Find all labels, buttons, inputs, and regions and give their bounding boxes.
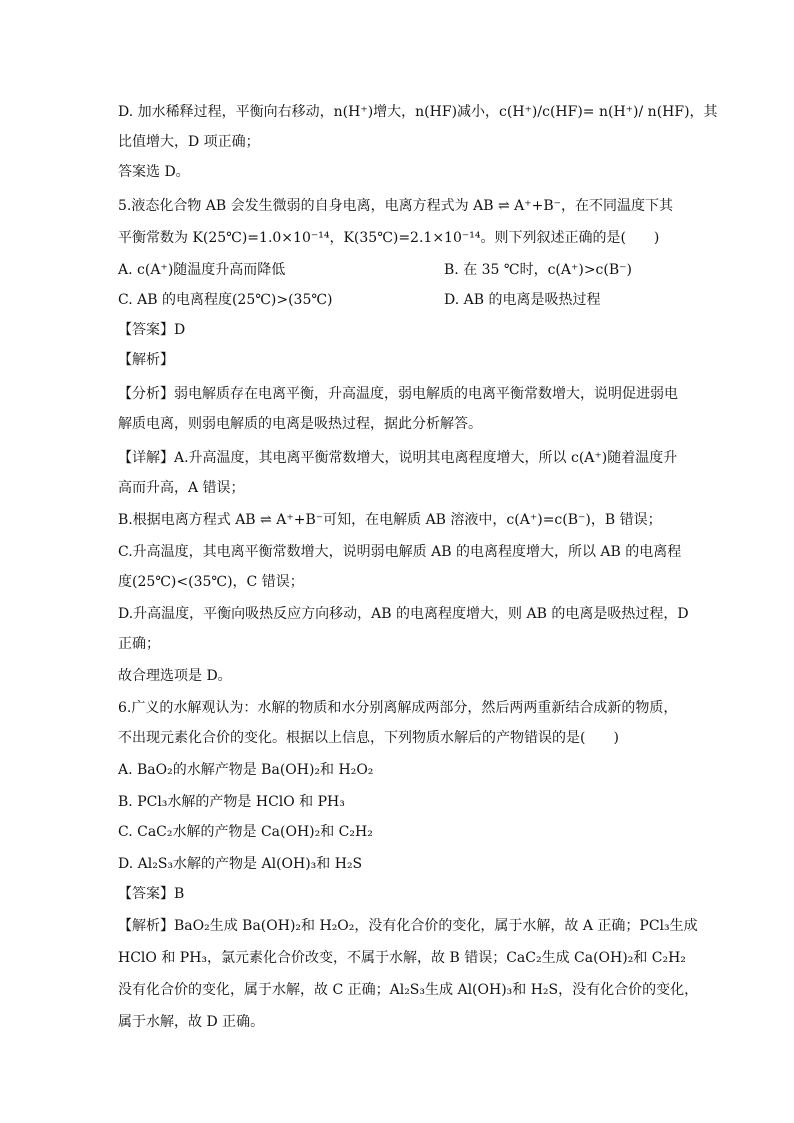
text-line: 正确； [118, 636, 160, 652]
text-line: 【分析】弱电解质存在电离平衡，升高温度，弱电解质的电离平衡常数增大，说明促进弱电 [118, 386, 678, 402]
text-line: 没有化合价的变化，属于水解，故 C 正确；Al₂S₃生成 Al(OH)₃和 H₂S，没有化合价的变化， [118, 982, 699, 998]
text-line: 比值增大，D 项正确； [118, 134, 260, 150]
question-6-stem: 6.广义的水解观认为：水解的物质和水分别离解成两部分，然后两两重新结合成新的物质， [118, 700, 678, 716]
text-line: 答案选 D。 [118, 164, 190, 180]
text-line: B.根据电离方程式 AB ⇌ A⁺+B⁻可知，在电解质 AB 溶液中，c(A⁺)=c(B⁻)，B 错误； [118, 512, 662, 528]
text-line: 高而升高，A 错误； [118, 480, 245, 496]
text-line: 度(25℃)<(35℃)，C 错误； [118, 574, 304, 590]
answer-label: 【答案】D [118, 322, 186, 338]
option-a: A. c(A⁺)随温度升高而降低 [118, 262, 286, 278]
option-c: C. AB 的电离程度(25℃)>(35℃) [118, 292, 333, 308]
question-5-stem: 5.液态化合物 AB 会发生微弱的自身电离，电离方程式为 AB ⇌ A⁺+B⁻，在不同温度下其 [118, 198, 674, 214]
text-line: 故合理选项是 D。 [118, 668, 232, 684]
text-line: 【解析】BaO₂生成 Ba(OH)₂和 H₂O₂，没有化合价的变化，属于水解，故 A 正确；PCl₃生成 [118, 918, 698, 934]
option-b: B. PCl₃水解的产物是 HClO 和 PH₃ [118, 794, 345, 810]
analysis-label: 【解析】 [118, 352, 174, 368]
text-line: 属于水解，故 D 正确。 [118, 1014, 265, 1030]
option-c: C. CaC₂水解的产物是 Ca(OH)₂和 C₂H₂ [118, 824, 373, 840]
option-d: D. Al₂S₃水解的产物是 Al(OH)₃和 H₂S [118, 856, 363, 872]
option-a: A. BaO₂的水解产物是 Ba(OH)₂和 H₂O₂ [118, 762, 374, 778]
answer-label: 【答案】B [118, 886, 185, 902]
option-d: D. AB 的电离是吸热过程 [444, 292, 601, 308]
option-b: B. 在 35 ℃时，c(A⁺)>c(B⁻) [444, 262, 633, 278]
text-line: HClO 和 PH₃，氯元素化合价改变，不属于水解，故 B 错误；CaC₂生成 Ca(OH)₂和 C₂H₂ [118, 950, 686, 966]
text-line: D. 加水稀释过程，平衡向右移动，n(H⁺)增大，n(HF)减小，c(H⁺)/c(HF)= n(H⁺)/ n(HF)，其 [118, 104, 718, 120]
text-line: 【详解】A.升高温度，其电离平衡常数增大，说明其电离程度增大，所以 c(A⁺)随着温度升 [118, 450, 678, 466]
text-line: D.升高温度，平衡向吸热反应方向移动，AB 的电离程度增大，则 AB 的电离是吸热过程，D [118, 606, 689, 622]
text-line: C.升高温度，其电离平衡常数增大，说明弱电解质 AB 的电离程度增大，所以 AB 的电离程 [118, 544, 682, 560]
question-6-stem: 不出现元素化合价的变化。根据以上信息，下列物质水解后的产物错误的是( ) [118, 730, 619, 746]
text-line: 解质电离，则弱电解质的电离是吸热过程，据此分析解答。 [118, 416, 482, 432]
question-5-stem: 平衡常数为 K(25℃)=1.0×10⁻¹⁴，K(35℃)=2.1×10⁻¹⁴。则下列叙述正确的是( ) [118, 230, 660, 246]
